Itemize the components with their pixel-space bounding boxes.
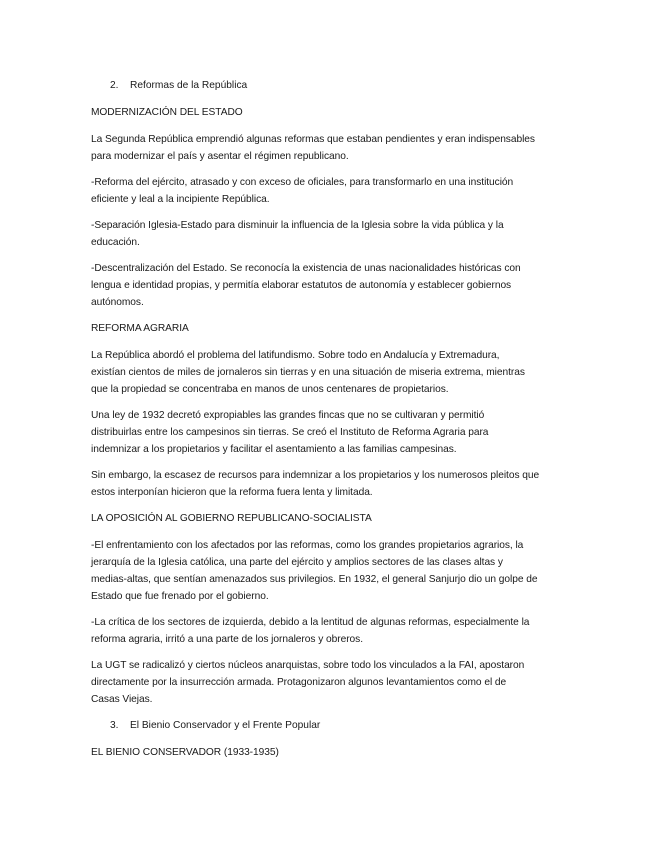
- paragraph-enfrentamiento: [91, 537, 565, 605]
- paragraph-reforma-ejercito: [91, 174, 565, 208]
- paragraph-line: distribuirlas entre los campesinos sin tierras. Se creó el Instituto de Reforma Agraria para: [91, 427, 489, 438]
- paragraph-line: estos interponían hicieron que la reforma fuera lenta y limitada.: [91, 487, 373, 498]
- paragraph-line: La Segunda República emprendió algunas reformas que estaban pendientes y eran indispensables: [91, 134, 535, 145]
- paragraph-segunda-republica: [91, 131, 565, 165]
- paragraph-escasez-recursos: [91, 467, 565, 501]
- paragraph-line: lengua e identidad propias, y permitía elaborar estatutos de autonomía y establecer gobiernos: [91, 280, 512, 291]
- section-title-reforma-agraria: REFORMA AGRARIA: [91, 323, 189, 334]
- paragraph-line: directamente por la insurrección armada. Protagonizaron algunos levantamientos como el de: [91, 677, 507, 688]
- paragraph-line: La UGT se radicalizó y ciertos núcleos anarquistas, sobre todo los vinculados a la FAI, apostaron: [91, 660, 525, 671]
- paragraph-line: -Separación Iglesia-Estado para disminuir la influencia de la Iglesia sobre la vida pública y la: [91, 220, 504, 231]
- paragraph-line: que la propiedad se concentraba en manos de unos centenares de propietarios.: [91, 384, 449, 395]
- heading-bienio-frente-popular: [91, 717, 565, 734]
- section-title-oposicion: LA OPOSICIÓN AL GOBIERNO REPUBLICANO-SOCIALISTA: [91, 513, 372, 524]
- heading-reformas-republica: [91, 77, 565, 94]
- paragraph-line: reforma agraria, irritó a una parte de los jornaleros y obreros.: [91, 634, 363, 645]
- heading-number: 2.: [110, 80, 119, 91]
- paragraph-line: existían cientos de miles de jornaleros sin tierras y en una situación de miseria extrema, mientras: [91, 367, 525, 378]
- paragraph-separacion-iglesia: [91, 217, 565, 251]
- document-content: [91, 77, 565, 761]
- paragraph-latifundismo: [91, 347, 565, 398]
- paragraph-line: Estado que fue frenado por el gobierno.: [91, 591, 269, 602]
- paragraph-line: autónomos.: [91, 297, 144, 308]
- heading-number: 3.: [110, 720, 119, 731]
- section-title-bienio-conservador: EL BIENIO CONSERVADOR (1933-1935): [91, 747, 279, 758]
- paragraph-line: eficiente y leal a la incipiente República.: [91, 194, 270, 205]
- paragraph-line: La República abordó el problema del latifundismo. Sobre todo en Andalucía y Extremadura,: [91, 350, 500, 361]
- paragraph-line: -Descentralización del Estado. Se reconocía la existencia de unas nacionalidades históricas con: [91, 263, 521, 274]
- paragraph-line: -El enfrentamiento con los afectados por las reformas, como los grandes propietarios agrarios, la: [91, 540, 524, 551]
- paragraph-descentralizacion: [91, 260, 565, 311]
- paragraph-line: para modernizar el país y asentar el régimen republicano.: [91, 151, 349, 162]
- paragraph-ley-1932: [91, 407, 565, 458]
- heading-text: Reformas de la República: [130, 80, 248, 91]
- paragraph-critica-izquierda: [91, 614, 565, 648]
- section-title-modernizacion: MODERNIZACIÓN DEL ESTADO: [91, 107, 243, 118]
- paragraph-line: medias-altas, que sentían amenazados sus privilegios. En 1932, el general Sanjurjo dio un golpe de: [91, 574, 538, 585]
- paragraph-line: Sin embargo, la escasez de recursos para indemnizar a los propietarios y los numerosos pleitos que: [91, 470, 540, 481]
- paragraph-line: -Reforma del ejército, atrasado y con exceso de oficiales, para transformarlo en una institución: [91, 177, 514, 188]
- paragraph-line: educación.: [91, 237, 140, 248]
- heading-text: El Bienio Conservador y el Frente Popular: [130, 720, 321, 731]
- paragraph-line: Una ley de 1932 decretó expropiables las grandes fincas que no se cultivaran y permitió: [91, 410, 485, 421]
- paragraph-line: -La crítica de los sectores de izquierda, debido a la lentitud de algunas reformas, especialmente la: [91, 617, 530, 628]
- paragraph-line: Casas Viejas.: [91, 694, 153, 705]
- paragraph-line: jerarquía de la Iglesia católica, una parte del ejército y amplios sectores de las clases altas y: [91, 557, 503, 568]
- paragraph-ugt-radicalizacion: [91, 657, 565, 708]
- paragraph-line: indemnizar a los propietarios y facilitar el asentamiento a las familias campesinas.: [91, 444, 457, 455]
